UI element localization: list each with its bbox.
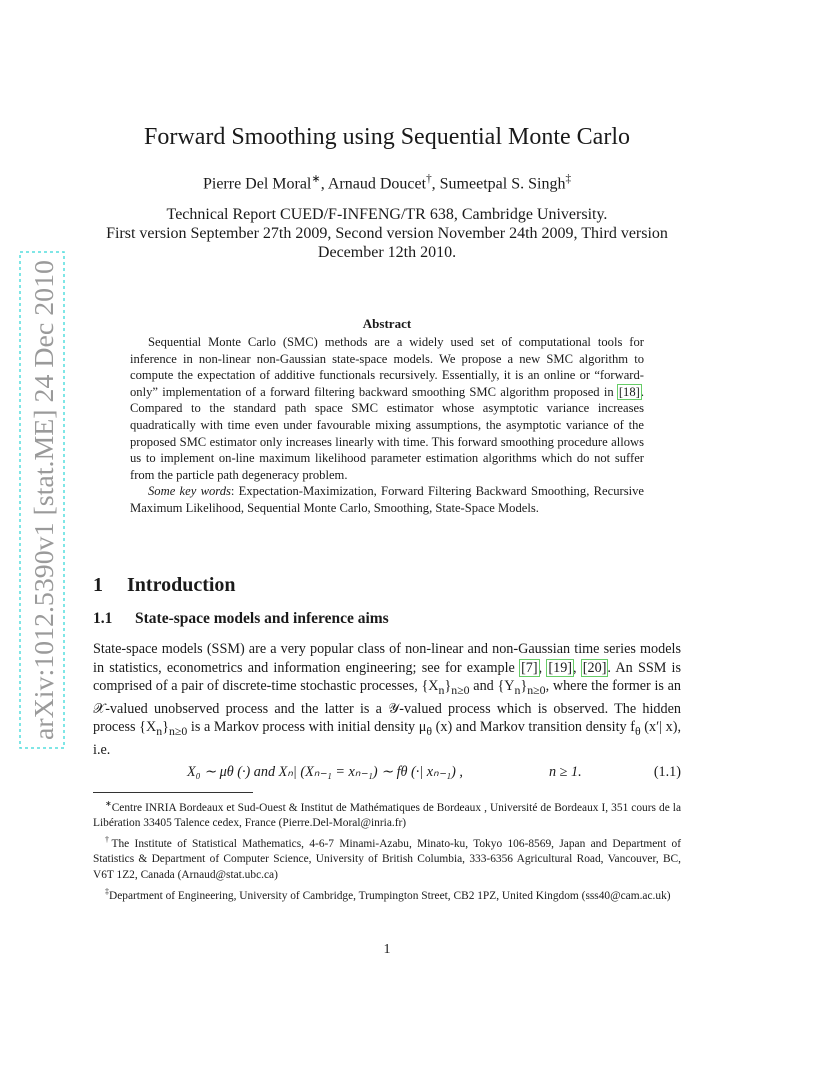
author-doucet: Arnaud Doucet	[327, 175, 427, 193]
footnote-marker-2: †	[426, 173, 432, 185]
equation-1-1	[93, 764, 681, 784]
section-heading	[93, 574, 236, 597]
author-del-moral: Pierre Del Moral	[202, 175, 312, 193]
arxiv-stamp-text: arXiv:1012.5390v1 [stat.ME] 24 Dec 2010	[29, 275, 59, 740]
version-history: First version September 27th 2009, Second version November 24th 2009, Third version December 12th 2010.	[106, 225, 668, 261]
subsection-heading	[93, 610, 389, 628]
citation-link-7[interactable]: [7]	[521, 659, 538, 676]
footnote-marker-1: ∗	[311, 173, 321, 185]
page-number: 1	[383, 942, 391, 957]
section-title: Introduction	[127, 574, 236, 596]
abstract-body	[130, 334, 644, 517]
footnote-2: †The Institute of Statistical Mathematics, 4-6-7 Minami-Azabu, Minato-ku, Tokyo 106-8569, Japan and Department of Statistics & Department of Computer Science, University of British Columbia, 333-6356 Agricultural Road, Vancouver, BC, V6T 1Z2, Canada (Arnaud@stat.ubc.ca)	[93, 834, 682, 881]
footnote-divider	[93, 792, 253, 793]
footnote-marker-3: ‡	[565, 173, 572, 185]
abstract-heading: Abstract	[362, 316, 412, 331]
equation-number: (1.1)	[653, 764, 681, 780]
keywords: Some key words: Expectation-Maximization, Forward Filtering Backward Smoothing, Recursive Maximum Likelihood, Sequential Monte Carlo, Smoothing, State-Space Models.	[130, 484, 644, 515]
intro-paragraph: State-space models (SSM) are a very popular class of non-linear and non-Gaussian time series models in statistics, econometrics and information engineering; see for example [7], [19], [20]. An SSM is comprised of a pair of discrete-time stochastic processes, $\{X_n\}_{n\ge 0}$ and $\{Y_n\}_{n\ge 0}$, where the former is an 𝒳-valued unobserved process and the latter is a 𝒴-valued process which is observed. The hidden process $\{X_n\}_{n\ge 0}$ is a Markov process with initial density $\mu_\theta$ (x) and Markov transition density $f_\theta$ (x′| x), i.e.	[93, 641, 682, 758]
citation-link-19[interactable]: [19]	[548, 659, 573, 676]
author-singh: Sumeetpal S. Singh	[439, 175, 566, 193]
subsection-number: 1.1	[93, 610, 113, 627]
report-info	[100, 205, 674, 262]
keywords-label: Some key words	[148, 484, 231, 499]
footnote-3: ‡Department of Engineering, University of Cambridge, Trumpington Street, CB2 1PZ, United Kingdom (sss40@cam.ac.uk)	[105, 886, 671, 902]
subsection-title: State-space models and inference aims	[135, 610, 389, 627]
footnotes	[93, 796, 681, 904]
abstract-paragraph: Sequential Monte Carlo (SMC) methods are a widely used set of computational tools for inference in non-linear non-Gaussian state-space models. We propose a new SMC algorithm to compute the expectation of additive functionals recursively. Essentially, it is an online or “forward-only” implementation of a forward filtering backward smoothing SMC algorithm proposed in [18]. Compared to the standard path space SMC estimator whose asymptotic variance increases quadratically with time even under favourable mixing assumptions, the asymptotic variance of the proposed SMC estimator only increases linearly with time. This forward smoothing procedure allows us to implement on-line maximum likelihood parameter estimation algorithms which do not suffer from the particle path degeneracy problem.	[130, 335, 644, 482]
equation-expression: X₀ ∼ μθ (·) and Xₙ| (Xₙ₋₁ = xₙ₋₁) ∼ fθ (·| xₙ₋₁) ,	[187, 764, 463, 780]
section-number: 1	[93, 574, 103, 596]
report-number: Technical Report CUED/F-INFENG/TR 638, Cambridge University.	[166, 206, 608, 223]
citation-link-20[interactable]: [20]	[582, 659, 607, 676]
citation-link-18[interactable]: [18]	[618, 384, 640, 399]
footnote-1: ∗Centre INRIA Bordeaux et Sud-Ouest & Institut de Mathématiques de Bordeaux , Université de Bordeaux I, 351 cours de la Libération 33405 Talence cedex, France (Pierre.Del-Moral@inria.fr)	[93, 799, 681, 830]
paper-title: Forward Smoothing using Sequential Monte Carlo	[144, 124, 630, 150]
author-list: Pierre Del Moral∗, Arnaud Doucet†, Sumeetpal S. Singh‡	[202, 173, 572, 193]
equation-condition: n ≥ 1.	[549, 764, 582, 780]
